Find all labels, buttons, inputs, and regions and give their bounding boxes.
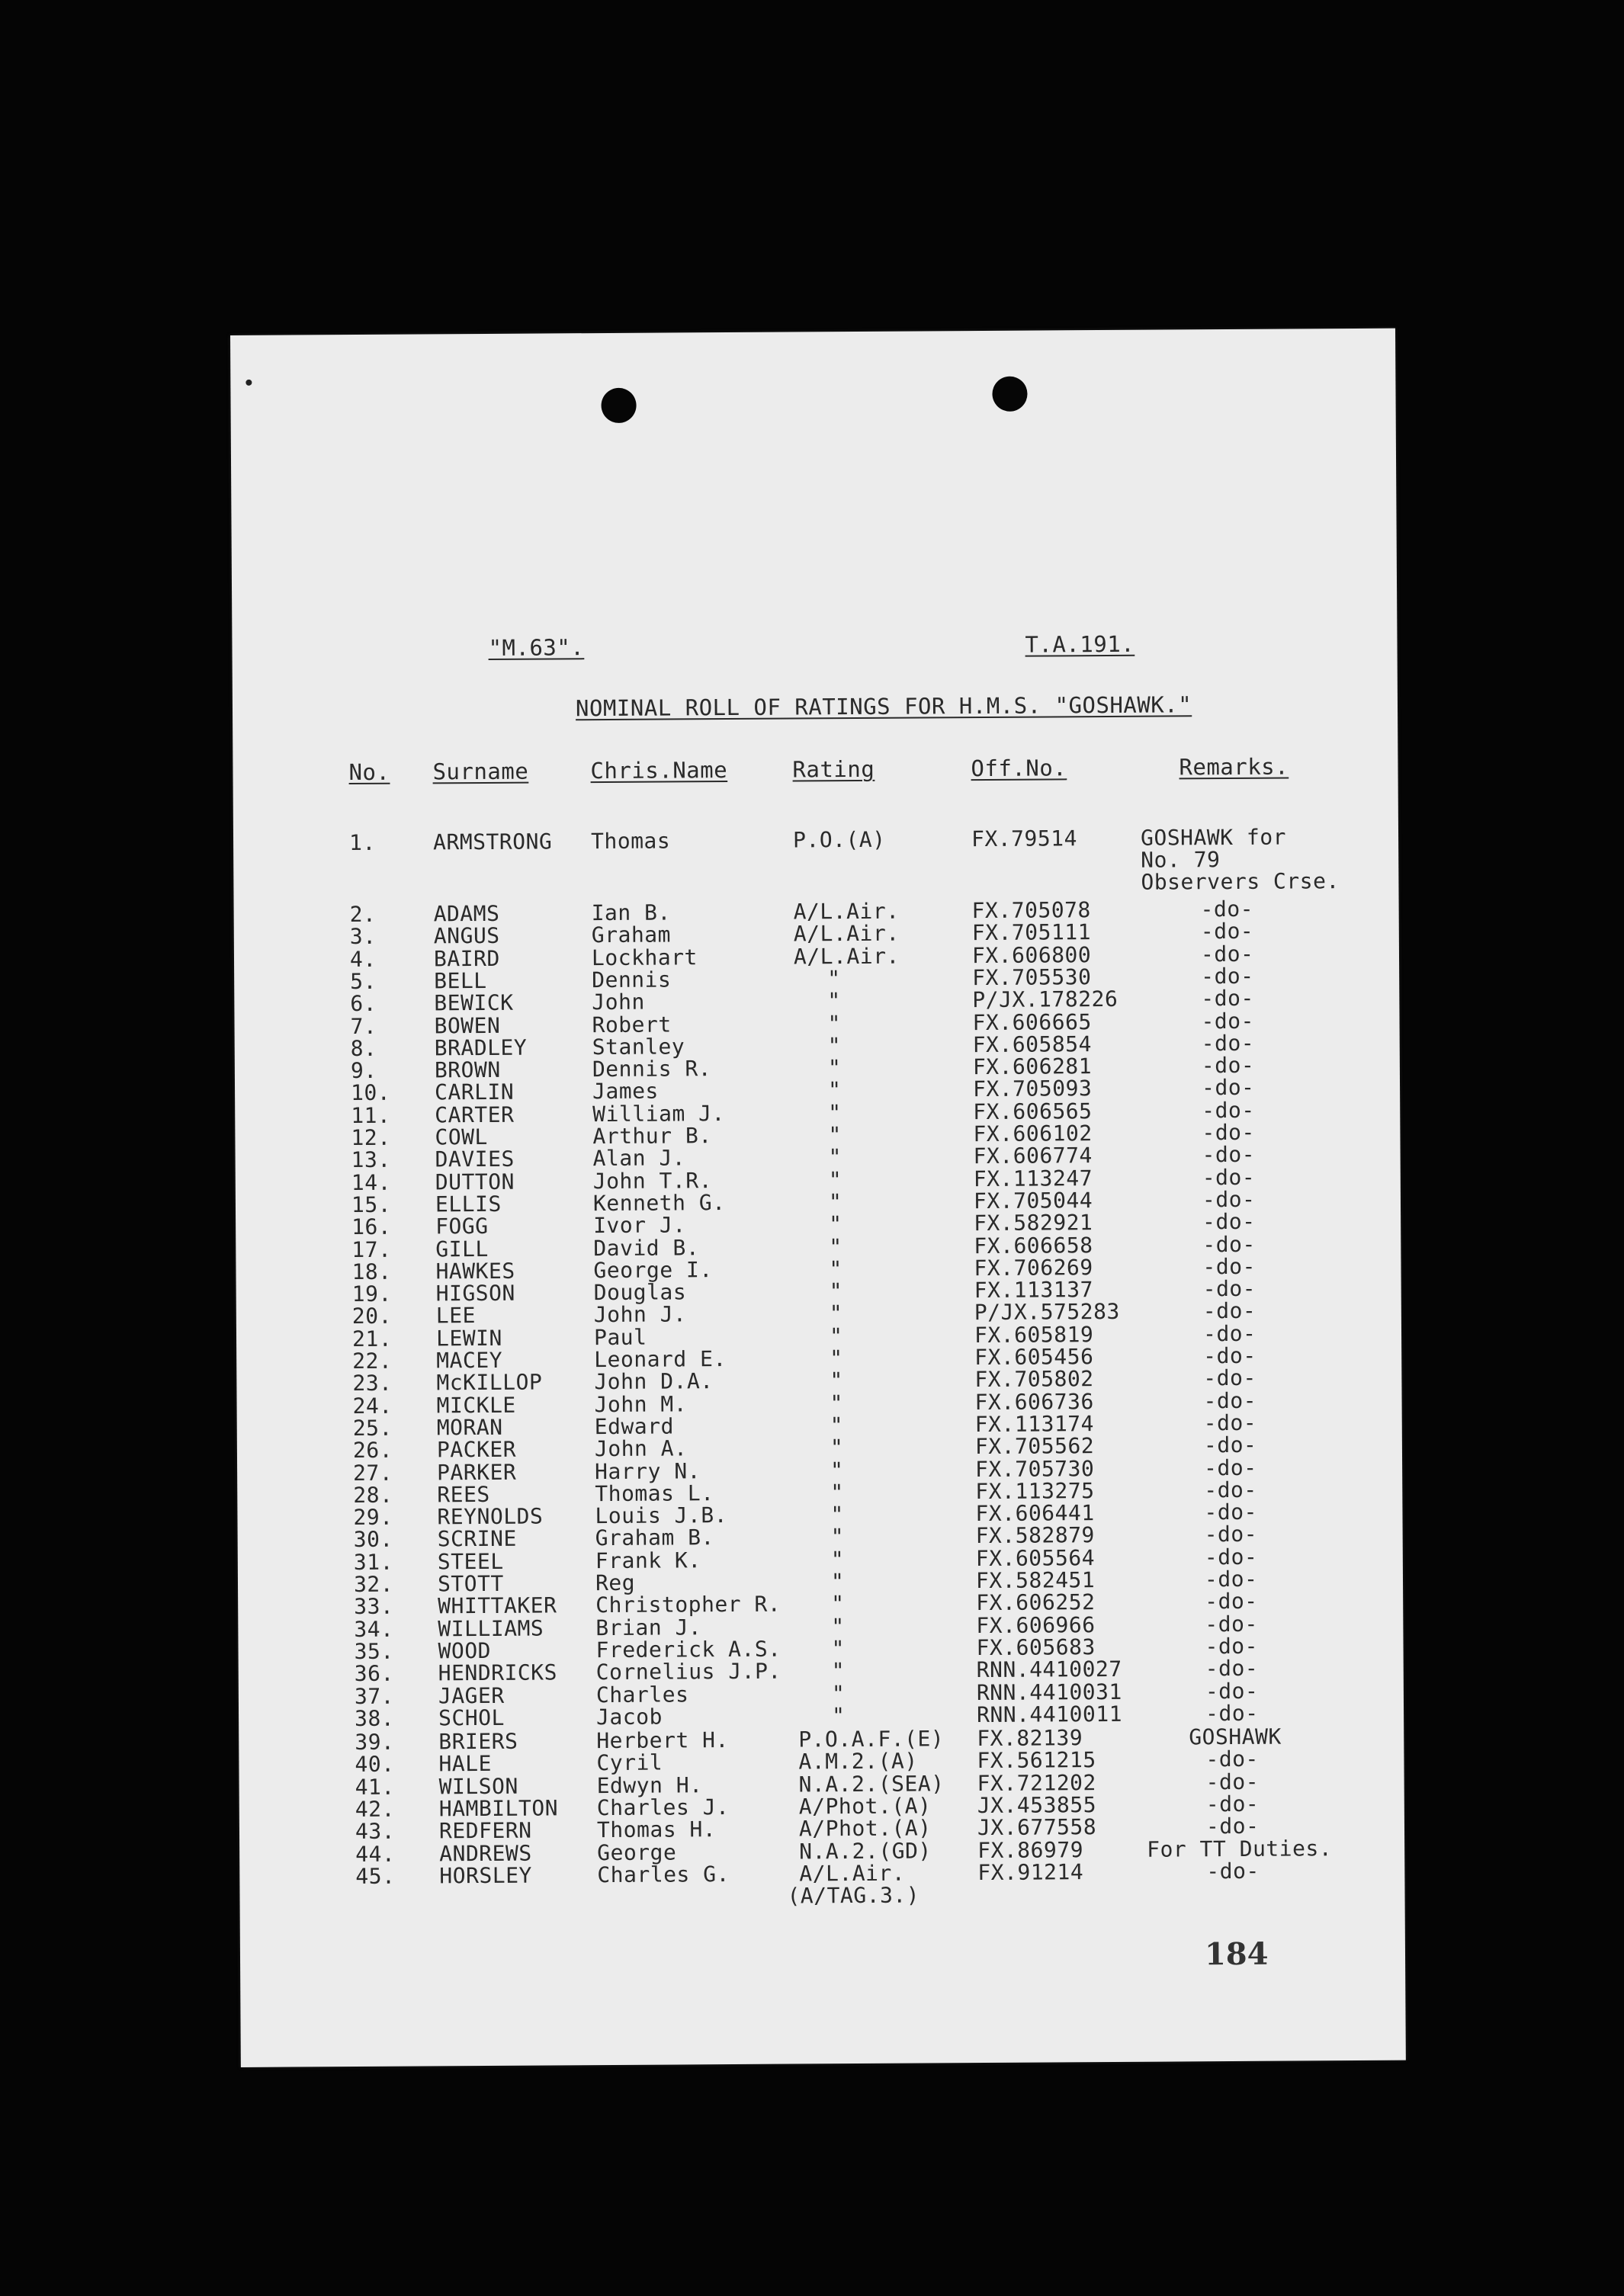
cell-christian-name: John <box>592 989 645 1015</box>
cell-rating: " <box>827 1011 841 1037</box>
cell-christian-name: Charles G. <box>597 1861 730 1888</box>
cell-rating: " <box>830 1413 844 1438</box>
cell-official-number: FX.606252 <box>976 1589 1096 1616</box>
cell-christian-name: Thomas L. <box>595 1480 714 1507</box>
cell-surname: REDFERN <box>438 1817 532 1844</box>
cell-surname: ANDREWS <box>439 1840 532 1867</box>
cell-rating: N.A.2.(GD) <box>799 1838 932 1865</box>
cell-official-number: FX.705078 <box>971 897 1091 924</box>
cell-christian-name: Frank K. <box>595 1547 701 1574</box>
cell-rating: " <box>828 1189 842 1215</box>
cell-official-number: FX.606800 <box>971 942 1092 969</box>
cell-official-number: FX.113137 <box>974 1277 1093 1304</box>
cell-official-number: FX.705802 <box>974 1366 1094 1393</box>
cell-official-number: FX.705111 <box>971 919 1092 946</box>
reference-code: "M.63". <box>488 634 585 661</box>
cell-rating: A/L.Air. <box>793 898 900 925</box>
cell-remarks: -do- <box>1204 1521 1258 1547</box>
cell-rating: " <box>828 1122 842 1148</box>
cell-rating: " <box>831 1591 845 1617</box>
cell-surname: MORAN <box>436 1414 503 1441</box>
cell-christian-name: John M. <box>594 1391 688 1418</box>
cell-number: 34. <box>354 1616 394 1643</box>
cell-surname: HAWKES <box>435 1258 515 1284</box>
cell-christian-name: John A. <box>594 1435 688 1462</box>
cell-surname: COWL <box>435 1124 488 1150</box>
cell-rating: " <box>828 1167 842 1193</box>
cell-rating: " <box>829 1211 842 1237</box>
cell-rating: P.O.(A) <box>792 826 886 853</box>
cell-number: 19. <box>351 1281 392 1307</box>
cell-christian-name: Edward <box>594 1413 675 1440</box>
cell-christian-name: Herbert H. <box>596 1727 729 1754</box>
cell-rating: " <box>830 1502 844 1528</box>
punch-hole <box>992 377 1027 412</box>
cell-number: 22. <box>352 1348 393 1374</box>
cell-official-number: FX.91214 <box>977 1859 1084 1886</box>
rating-extra: (A/TAG.3.) <box>787 1882 920 1909</box>
remarks-first-line: GOSHAWK for <box>1140 824 1287 851</box>
cell-remarks: -do- <box>1205 1768 1260 1795</box>
cell-remarks: -do- <box>1202 1275 1257 1302</box>
cell-official-number: RNN.4410031 <box>976 1679 1122 1706</box>
cell-christian-name: Paul <box>593 1324 647 1351</box>
cell-official-number: FX.705093 <box>972 1076 1093 1102</box>
cell-rating: " <box>830 1480 844 1506</box>
document-title: NOMINAL ROLL OF RATINGS FOR H.M.S. "GOSHAWK." <box>575 691 1192 722</box>
cell-official-number: FX.79514 <box>971 826 1078 852</box>
cell-remarks: -do- <box>1205 1746 1259 1772</box>
cell-official-number: JX.677558 <box>977 1814 1097 1841</box>
cell-remarks: -do- <box>1205 1813 1260 1839</box>
cell-official-number: FX.605819 <box>974 1322 1094 1348</box>
cell-surname: HALE <box>438 1750 492 1777</box>
cell-number: 26. <box>352 1437 393 1464</box>
file-reference: T.A.191. <box>1025 630 1135 658</box>
cell-christian-name: Charles J. <box>596 1794 730 1821</box>
cell-official-number: FX.582451 <box>975 1567 1096 1594</box>
cell-rating: " <box>829 1300 843 1326</box>
cell-number: 12. <box>351 1124 391 1151</box>
page-number: 184 <box>1204 1935 1269 1973</box>
cell-christian-name: David B. <box>593 1235 700 1262</box>
cell-surname: WILSON <box>438 1773 518 1800</box>
cell-number: 35. <box>354 1638 394 1665</box>
cell-number: 40. <box>355 1751 395 1778</box>
cell-remarks: -do- <box>1202 1164 1256 1191</box>
column-header-christian-name: Chris.Name <box>590 757 728 784</box>
cell-rating: " <box>827 1077 842 1103</box>
cell-surname: McKILLOP <box>436 1369 543 1396</box>
cell-number: 6. <box>350 990 377 1017</box>
cell-remarks: -do- <box>1204 1566 1258 1592</box>
cell-rating: " <box>830 1435 844 1461</box>
cell-remarks: -do- <box>1200 896 1254 922</box>
cell-surname: ELLIS <box>435 1191 502 1217</box>
cell-number: 10. <box>350 1079 391 1106</box>
cell-number: 24. <box>352 1393 393 1419</box>
cell-remarks: -do- <box>1203 1387 1257 1414</box>
cell-surname: WILLIAMS <box>438 1615 544 1642</box>
cell-surname: BRADLEY <box>434 1034 528 1061</box>
cell-number: 11. <box>351 1102 391 1129</box>
cell-rating: " <box>830 1457 844 1483</box>
cell-surname: DAVIES <box>435 1146 515 1172</box>
cell-christian-name: Edwyn H. <box>596 1772 703 1799</box>
cell-surname: PARKER <box>437 1459 517 1486</box>
cell-rating: " <box>827 1055 842 1081</box>
cell-christian-name: John J. <box>593 1301 687 1328</box>
cell-surname: MACEY <box>436 1347 503 1374</box>
cell-christian-name: Dennis <box>592 967 672 993</box>
cell-christian-name: Reg <box>595 1570 636 1596</box>
cell-remarks: -do- <box>1204 1499 1257 1525</box>
cell-number: 42. <box>355 1796 395 1823</box>
cell-official-number: P/JX.178226 <box>972 986 1119 1013</box>
cell-surname: HORSLEY <box>439 1862 532 1889</box>
cell-rating: " <box>829 1256 842 1282</box>
cell-surname: BAIRD <box>433 945 500 972</box>
cell-christian-name: Ivor J. <box>593 1212 686 1239</box>
cell-official-number: FX.706269 <box>974 1255 1093 1281</box>
cell-number: 15. <box>351 1191 392 1218</box>
cell-christian-name: Harry N. <box>595 1458 701 1485</box>
cell-rating: " <box>831 1614 845 1640</box>
cell-surname: LEWIN <box>435 1325 502 1352</box>
cell-surname: STEEL <box>437 1548 504 1575</box>
cell-official-number: FX.113174 <box>974 1411 1095 1438</box>
punch-hole <box>601 388 636 423</box>
cell-number: 33. <box>354 1593 394 1620</box>
cell-remarks: -do- <box>1205 1655 1259 1682</box>
cell-christian-name: Thomas <box>590 828 671 855</box>
remarks-first-line: No. 79 <box>1141 847 1221 873</box>
cell-surname: BELL <box>434 967 487 994</box>
cell-christian-name: Robert <box>592 1012 672 1038</box>
cell-number: 2. <box>349 901 377 928</box>
cell-christian-name: Ian B. <box>591 899 671 926</box>
cell-christian-name: Charles <box>595 1682 689 1708</box>
cell-number: 3. <box>349 923 377 950</box>
cell-number: 36. <box>354 1660 394 1687</box>
column-header-surname: Surname <box>432 758 529 785</box>
remarks-first-line: Observers Crse. <box>1141 868 1340 895</box>
cell-number: 32. <box>353 1571 394 1598</box>
cell-rating: A/Phot.(A) <box>798 1793 932 1820</box>
cell-remarks: -do- <box>1203 1454 1257 1481</box>
cell-official-number: RNN.4410027 <box>976 1656 1122 1683</box>
cell-official-number: FX.705530 <box>972 964 1092 991</box>
cell-christian-name: Jacob <box>595 1704 663 1730</box>
cell-official-number: FX.561215 <box>977 1747 1096 1774</box>
cell-surname: CARLIN <box>434 1079 515 1105</box>
cell-number: 41. <box>355 1774 395 1801</box>
cell-official-number: FX.606102 <box>973 1121 1093 1147</box>
cell-rating: " <box>829 1278 843 1304</box>
cell-rating: A/L.Air. <box>799 1860 906 1887</box>
cell-remarks: -do- <box>1203 1432 1257 1458</box>
cell-rating: " <box>831 1681 846 1707</box>
cell-remarks: -do- <box>1206 1858 1260 1884</box>
document-page <box>230 329 1406 2067</box>
cell-official-number: FX.113247 <box>973 1166 1093 1192</box>
cell-number: 31. <box>353 1549 394 1576</box>
cell-rating: " <box>830 1547 845 1573</box>
cell-remarks: -do- <box>1203 1342 1257 1369</box>
cell-rating: " <box>829 1234 842 1260</box>
column-header-number: No. <box>348 758 390 786</box>
cell-rating: " <box>829 1323 843 1349</box>
cell-christian-name: James <box>592 1078 659 1105</box>
cell-remarks: For TT Duties. <box>1147 1836 1333 1862</box>
cell-number: 29. <box>353 1504 393 1531</box>
cell-official-number: FX.113275 <box>975 1478 1095 1505</box>
cell-rating: A/Phot.(A) <box>798 1815 932 1842</box>
cell-surname: CARTER <box>435 1102 515 1128</box>
cell-official-number: FX.606966 <box>976 1612 1096 1639</box>
cell-surname: FOGG <box>435 1213 489 1239</box>
cell-rating: " <box>831 1658 846 1684</box>
cell-official-number: FX.86979 <box>977 1837 1084 1864</box>
cell-remarks: -do- <box>1205 1633 1259 1659</box>
cell-number: 14. <box>351 1169 391 1196</box>
cell-rating: " <box>831 1703 846 1729</box>
cell-surname: REES <box>437 1481 490 1508</box>
cell-official-number: FX.82139 <box>977 1725 1083 1752</box>
cell-remarks: -do- <box>1205 1678 1259 1704</box>
cell-official-number: FX.705562 <box>974 1433 1095 1460</box>
cell-surname: HIGSON <box>435 1280 515 1307</box>
cell-number: 1. <box>348 829 376 856</box>
cell-official-number: FX.605456 <box>974 1344 1094 1371</box>
cell-rating: " <box>830 1390 844 1416</box>
cell-christian-name: Kenneth G. <box>592 1190 726 1217</box>
cell-rating: " <box>830 1569 845 1595</box>
cell-surname: JAGER <box>438 1682 505 1709</box>
cell-rating: A.M.2.(A) <box>798 1748 918 1775</box>
cell-number: 38. <box>354 1705 395 1732</box>
cell-official-number: FX.606441 <box>975 1500 1095 1527</box>
cell-christian-name: Lockhart <box>591 944 698 971</box>
cell-number: 17. <box>351 1236 392 1263</box>
cell-rating: " <box>827 988 841 1014</box>
cell-number: 20. <box>351 1303 393 1329</box>
cell-number: 9. <box>350 1057 377 1084</box>
cell-rating: A/L.Air. <box>793 920 900 947</box>
column-header-remarks: Remarks. <box>1179 753 1289 781</box>
cell-surname: REYNOLDS <box>437 1503 544 1530</box>
cell-remarks: -do- <box>1202 1231 1256 1258</box>
cell-christian-name: Louis J.B. <box>595 1502 728 1529</box>
cell-surname: GILL <box>435 1236 489 1262</box>
cell-official-number: FX.606281 <box>972 1053 1093 1080</box>
cell-remarks: -do- <box>1205 1791 1260 1817</box>
cell-number: 37. <box>354 1683 395 1710</box>
cell-remarks: -do- <box>1205 1700 1259 1727</box>
cell-number: 39. <box>355 1729 395 1756</box>
cell-christian-name: John D.A. <box>594 1368 714 1395</box>
cell-christian-name: Douglas <box>593 1279 687 1306</box>
cell-official-number: JX.453855 <box>977 1792 1097 1819</box>
cell-christian-name: George <box>597 1839 677 1866</box>
cell-number: 45. <box>355 1863 396 1890</box>
cell-remarks: -do- <box>1202 1186 1256 1213</box>
cell-surname: SCHOL <box>438 1704 505 1731</box>
cell-official-number: FX.605683 <box>976 1634 1096 1661</box>
cell-number: 43. <box>355 1818 396 1845</box>
cell-rating: " <box>828 1144 842 1170</box>
column-header-official-number: Off.No. <box>971 755 1067 782</box>
cell-official-number: FX.606736 <box>974 1389 1094 1416</box>
cell-rating: " <box>827 966 841 992</box>
cell-surname: DUTTON <box>435 1169 515 1195</box>
cell-surname: SCRINE <box>437 1525 517 1552</box>
cell-rating: P.O.A.F.(E) <box>798 1726 945 1752</box>
cell-official-number: FX.606565 <box>973 1098 1093 1125</box>
cell-number: 13. <box>351 1146 391 1173</box>
cell-official-number: FX.606658 <box>974 1233 1093 1259</box>
cell-christian-name: Brian J. <box>595 1615 702 1641</box>
cell-christian-name: George I. <box>593 1257 713 1284</box>
cell-remarks: -do- <box>1203 1364 1257 1391</box>
cell-remarks: -do- <box>1204 1477 1257 1503</box>
cell-christian-name: William J. <box>592 1101 725 1127</box>
cell-number: 16. <box>351 1214 392 1240</box>
cell-surname: ARMSTRONG <box>432 829 553 855</box>
cell-remarks: -do- <box>1202 1097 1255 1124</box>
cell-rating: A/L.Air. <box>793 943 900 970</box>
cell-number: 30. <box>353 1526 393 1553</box>
cell-rating: " <box>830 1368 843 1393</box>
cell-remarks: -do- <box>1200 941 1254 967</box>
cell-number: 7. <box>350 1013 377 1040</box>
cell-surname: LEE <box>435 1303 477 1329</box>
cell-official-number: FX.721202 <box>977 1770 1096 1797</box>
cell-christian-name: Thomas H. <box>596 1817 717 1843</box>
cell-remarks: -do- <box>1201 1074 1255 1101</box>
cell-christian-name: Graham <box>591 922 672 948</box>
cell-christian-name: Dennis R. <box>592 1056 712 1082</box>
cell-surname: WHITTAKER <box>438 1592 557 1619</box>
cell-surname: HENDRICKS <box>438 1659 558 1686</box>
cell-number: 18. <box>351 1259 392 1285</box>
column-header-rating: Rating <box>792 755 875 783</box>
cell-rating: " <box>830 1524 845 1550</box>
cell-number: 27. <box>353 1460 393 1486</box>
cell-christian-name: Alan J. <box>592 1145 686 1172</box>
cell-christian-name: Stanley <box>592 1034 685 1060</box>
cell-remarks: -do- <box>1202 1119 1255 1146</box>
cell-remarks: -do- <box>1205 1611 1258 1637</box>
cell-rating: " <box>828 1100 842 1126</box>
cell-rating: " <box>827 1033 842 1059</box>
cell-remarks: GOSHAWK <box>1189 1724 1282 1750</box>
cell-surname: BOWEN <box>434 1012 501 1039</box>
cell-rating: " <box>831 1636 845 1662</box>
cell-number: 23. <box>352 1370 393 1397</box>
cell-official-number: FX.605854 <box>972 1031 1093 1058</box>
cell-number: 5. <box>350 968 377 995</box>
cell-remarks: -do- <box>1202 1320 1257 1347</box>
cell-surname: ADAMS <box>433 900 500 927</box>
cell-rating: N.A.2.(SEA) <box>798 1771 945 1797</box>
cell-surname: MICKLE <box>436 1392 516 1419</box>
cell-christian-name: John T.R. <box>592 1168 713 1194</box>
cell-remarks: -do- <box>1202 1253 1257 1280</box>
cell-remarks: -do- <box>1200 918 1254 944</box>
cell-remarks: -do- <box>1205 1588 1258 1615</box>
cell-official-number: FX.605564 <box>975 1545 1096 1572</box>
cell-number: 44. <box>355 1841 396 1868</box>
cell-christian-name: Frederick A.S. <box>595 1636 782 1663</box>
cell-rating: " <box>830 1345 843 1371</box>
cell-christian-name: Cornelius J.P. <box>595 1658 782 1685</box>
cell-official-number: FX.582921 <box>974 1210 1093 1236</box>
cell-christian-name: Graham B. <box>595 1525 714 1551</box>
cell-surname: BROWN <box>434 1057 501 1083</box>
cell-number: 4. <box>349 946 377 973</box>
cell-remarks: -do- <box>1201 963 1254 989</box>
cell-surname: ANGUS <box>433 922 500 949</box>
cell-number: 28. <box>353 1482 393 1509</box>
cell-remarks: -do- <box>1201 1030 1255 1057</box>
cell-surname: STOTT <box>437 1570 504 1597</box>
cell-official-number: FX.705730 <box>975 1456 1095 1483</box>
cell-remarks: -do- <box>1201 1052 1255 1079</box>
cell-surname: HAMBILTON <box>438 1795 559 1822</box>
cell-remarks: -do- <box>1203 1409 1257 1436</box>
cell-surname: PACKER <box>436 1436 517 1463</box>
cell-christian-name: Leonard E. <box>594 1346 727 1373</box>
cell-remarks: -do- <box>1202 1297 1257 1324</box>
cell-christian-name: Cyril <box>596 1749 663 1776</box>
cell-number: 21. <box>351 1326 393 1352</box>
cell-remarks: -do- <box>1204 1544 1258 1570</box>
cell-surname: BRIERS <box>438 1728 518 1755</box>
ink-speck <box>246 380 252 386</box>
cell-surname: BEWICK <box>434 989 514 1016</box>
cell-official-number: FX.606774 <box>973 1143 1093 1169</box>
cell-number: 8. <box>350 1035 377 1062</box>
cell-number: 25. <box>352 1415 393 1441</box>
cell-remarks: -do- <box>1201 1008 1255 1034</box>
cell-christian-name: Christopher R. <box>595 1591 782 1618</box>
cell-official-number: FX.582879 <box>975 1522 1095 1549</box>
cell-official-number: FX.606665 <box>972 1009 1092 1036</box>
cell-surname: WOOD <box>438 1637 492 1664</box>
cell-official-number: FX.705044 <box>973 1188 1093 1214</box>
cell-remarks: -do- <box>1202 1141 1256 1168</box>
cell-remarks: -do- <box>1201 985 1254 1012</box>
cell-official-number: RNN.4410011 <box>976 1701 1123 1728</box>
cell-christian-name: Arthur B. <box>592 1123 712 1150</box>
cell-remarks: -do- <box>1202 1208 1256 1235</box>
cell-official-number: P/JX.575283 <box>974 1298 1120 1326</box>
